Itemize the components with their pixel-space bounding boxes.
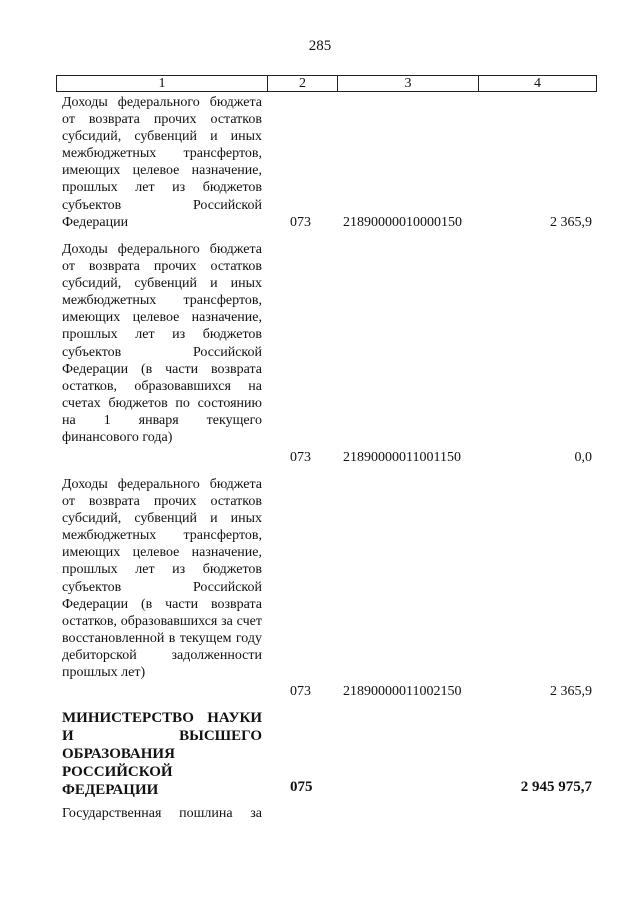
ministry-name: МИНИСТЕРСТВО НАУКИ И ВЫСШЕГО ОБРАЗОВАНИЯ РОССИЙСКОЙ ФЕДЕРАЦИИ xyxy=(62,710,262,798)
row-name: Доходы федерального бюджета от возврата прочих остатков субсидий, субвенций и иных межбюджетных трансфертов, имеющих целевое назначение, прошлых лет из бюджетов субъектов Российской Федерации xyxy=(62,95,262,230)
row-name: Доходы федерального бюджета от возврата прочих остатков субсидий, субвенций и иных межбюджетных трансфертов, имеющих целевое назначение, прошлых лет из бюджетов субъектов Российской Федерации (в части возврата остатков, образовавшихся на счетах бюджетов по состоянию на 1 января текущего финансового года) xyxy=(62,242,262,446)
ministry-chapter: 075 xyxy=(290,779,313,795)
row-chapter: 073 xyxy=(290,684,311,699)
row-chapter: 073 xyxy=(290,450,311,465)
ministry-amount: 2 945 975,7 xyxy=(520,779,592,795)
header-col-2: 2 xyxy=(299,76,306,91)
row-chapter: 073 xyxy=(290,215,311,230)
row-amount: 2 365,9 xyxy=(550,684,592,699)
row-kbk-code: 21890000010000150 xyxy=(343,215,462,230)
row-amount: 2 365,9 xyxy=(550,215,592,230)
header-col-1: 1 xyxy=(158,76,166,91)
row-name: Доходы федерального бюджета от возврата прочих остатков субсидий, субвенций и иных межбюджетных трансфертов, имеющих целевое назначение, прошлых лет из бюджетов субъектов Российской Федерации (в части возврата остатков, образовавшихся за счет восстановленной в текущем году дебиторской задолженности прошлых лет) xyxy=(62,477,262,681)
header-col-3: 3 xyxy=(404,76,412,91)
row-kbk-code: 21890000011001150 xyxy=(343,450,461,465)
row-name: Государственная пошлина за xyxy=(62,806,262,821)
page-number: 285 xyxy=(308,38,332,54)
table-header xyxy=(56,75,597,92)
row-kbk-code: 21890000011002150 xyxy=(343,684,462,699)
row-amount: 0,0 xyxy=(574,450,592,465)
header-col-4: 4 xyxy=(534,76,541,91)
